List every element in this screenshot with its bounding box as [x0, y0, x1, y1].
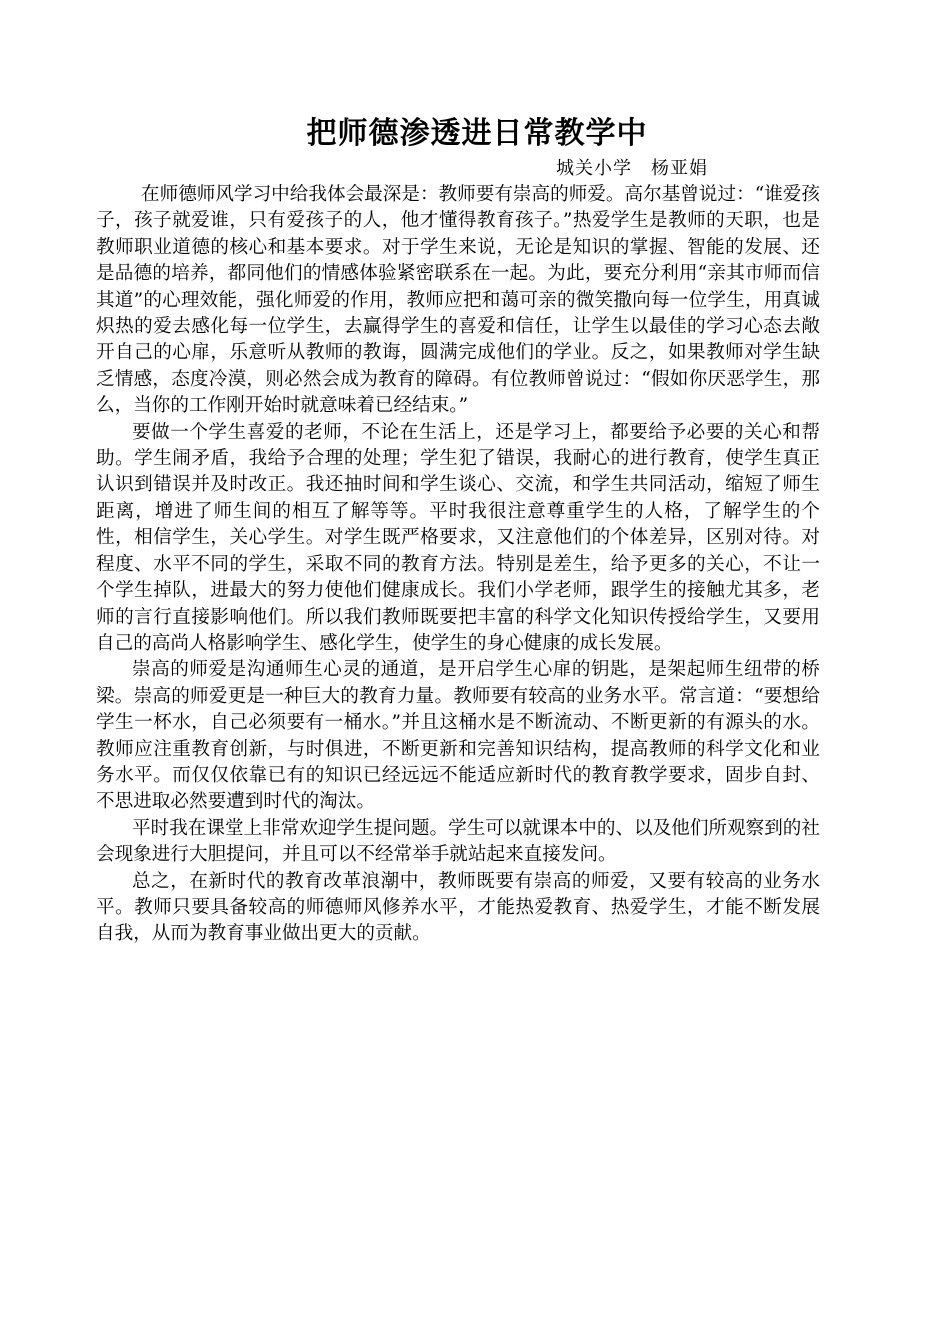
document-page: [96, 112, 820, 948]
document-title: 把师德渗透进日常教学中: [306, 116, 648, 151]
paragraph-5: 总之，在新时代的教育改革浪潮中，教师既要有崇高的师爱，又要有较高的业务水平。教师只要具备较高的师德师风修养水平，才能热爱教育、热爱学生，才能不断发展自我，从而为教育事业做出更大的贡献。: [96, 870, 820, 945]
author-byline: 城关小学 杨亚娟: [556, 158, 708, 179]
paragraph-2: 要做一个学生喜爱的老师，不论在生活上，还是学习上，都要给予必要的关心和帮助。学生闹矛盾，我给予合理的处理；学生犯了错误，我耐心的进行教育，使学生真正认识到错误并及时改正。我还抽时间和学生谈心、交流，和学生共同活动，缩短了师生距离，增进了师生间的相互了解等等。平时我很注意尊重学生的人格，了解学生的个性，相信学生，关心学生。对学生既严格要求，又注意他们的个体差异，区别对待。对程度、水平不同的学生，采取不同的教育方法。特别是差生，给予更多的关心，不让一个学生掉队，进最大的努力使他们健康成长。我们小学老师，跟学生的接触尤其多，老师的言行直接影响他们。所以我们教师既要把丰富的科学文化知识传授给学生，又要用自己的高尚人格影响学生、感化学生，使学生的身心健康的成长发展。: [96, 421, 820, 654]
paragraph-1: 在师德师风学习中给我体会最深是：教师要有崇高的师爱。高尔基曾说过：“谁爱孩子，孩子就爱谁，只有爱孩子的人，他才懂得教育孩子。”热爱学生是教师的天职，也是教师职业道德的核心和基本要求。对于学生来说，无论是知识的掌握、智能的发展、还是品德的培养，都同他们的情感体验紧密联系在一起。为此，要充分利用“亲其市师而信其道”的心理效能，强化师爱的作用，教师应把和蔼可亲的微笑撒向每一位学生，用真诚炽热的爱去感化每一位学生，去赢得学生的喜爱和信任，让学生以最佳的学习心态去敞开自己的心扉，乐意听从教师的教诲，圆满完成他们的学业。反之，如果教师对学生缺乏情感，态度冷漠，则必然会成为教育的障碍。有位教师曾说过：“假如你厌恶学生，那么，当你的工作刚开始时就意味着已经结束。”: [96, 184, 820, 417]
paragraph-4: 平时我在课堂上非常欢迎学生提问题。学生可以就课本中的、以及他们所观察到的社会现象进行大胆提问，并且可以不经常举手就站起来直接发问。: [96, 817, 820, 866]
paragraph-3: 崇高的师爱是沟通师生心灵的通道，是开启学生心扉的钥匙，是架起师生纽带的桥梁。崇高的师爱更是一种巨大的教育力量。教师要有较高的业务水平。常言道：“要想给学生一杯水，自己必须要有一桶水。”并且这桶水是不断流动、不断更新的有源头的水。教师应注重教育创新，与时俱进，不断更新和完善知识结构，提高教师的科学文化和业务水平。而仅仅依靠已有的知识已经远远不能适应新时代的教育教学要求，固步自封、不思进取必然要遭到时代的淘汰。: [96, 659, 820, 813]
